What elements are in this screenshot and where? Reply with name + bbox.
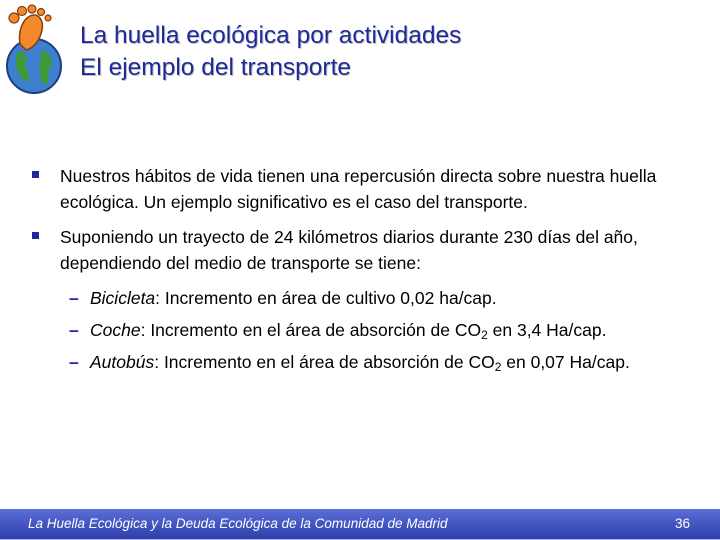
transport-text: : Incremento en área de cultivo 0,02 ha/cap. [155, 288, 497, 308]
transport-item-autobus [32, 349, 692, 375]
transport-list [32, 285, 692, 375]
slide-content [32, 163, 692, 381]
bullet-item [32, 163, 692, 215]
transport-name: Coche [90, 320, 141, 340]
transport-text: : Incremento en el área de absorción de CO [140, 320, 482, 340]
transport-item-coche [32, 317, 692, 343]
footer-text: La Huella Ecológica y la Deuda Ecológica de la Comunidad de Madrid [28, 516, 448, 531]
square-bullet-icon [32, 232, 39, 239]
transport-name: Autobús [90, 352, 155, 372]
page-title [80, 20, 700, 84]
bullet-text: Suponiendo un trayecto de 24 kilómetros diarios durante 230 días del año, dependiendo del medio de transporte se tiene: [60, 227, 638, 273]
transport-text-end: en 0,07 Ha/cap. [501, 352, 630, 372]
footer-bar [0, 509, 720, 540]
transport-text-end: en 3,4 Ha/cap. [487, 320, 607, 340]
dash-bullet: – [69, 352, 79, 372]
transport-name: Bicicleta [90, 288, 156, 308]
transport-item-bicicleta [32, 285, 692, 311]
dash-bullet: – [69, 320, 79, 340]
footprint-globe-icon [4, 4, 66, 96]
bullet-text: Nuestros hábitos de vida tienen una repercusión directa sobre nuestra huella ecológica. Un ejemplo significativo es el caso del transporte. [60, 166, 657, 212]
footprint-globe-logo [4, 4, 66, 96]
subscript: 2 [481, 328, 488, 342]
bullet-item [32, 224, 692, 276]
square-bullet-icon [32, 171, 39, 178]
transport-text: : Incremento en el área de absorción de CO [154, 352, 495, 372]
title-line-1: La huella ecológica por actividades [80, 22, 462, 49]
page-number: 36 [675, 516, 691, 531]
subscript: 2 [494, 360, 502, 374]
title-line-2: El ejemplo del transporte [80, 54, 352, 81]
dash-bullet: – [69, 288, 79, 308]
